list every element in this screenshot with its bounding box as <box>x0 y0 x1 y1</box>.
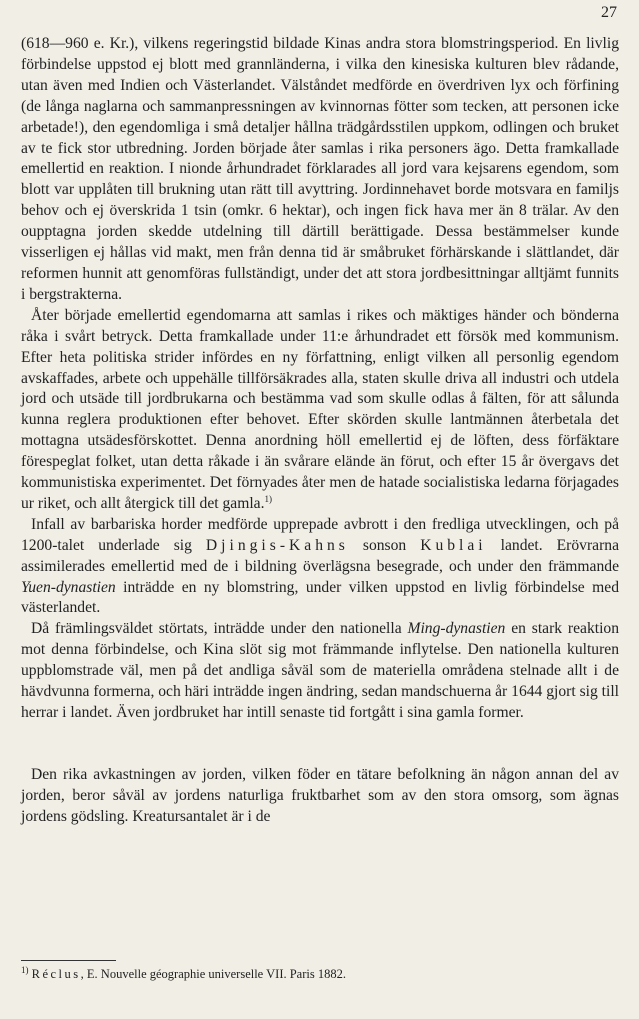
paragraph-3 <box>21 515 619 620</box>
section-gap <box>21 724 619 765</box>
footnote-divider <box>21 960 116 961</box>
name-kublai: Kublai <box>420 536 487 554</box>
paragraph-2-text: Åter började emellertid egendomarna att samlas i rikes och mäktiges händer och bönderna råka i svårt betryck. Detta framkallade under 11:e århundradet ett försök med kommunism. Efter heta politiska strider infördes en ny författning, enligt vilken all personlig egendom avskaffades, arbete och uppehälle tillförsäkrades alla, staten skulle driva all industri och utdela jord och utsäde till jordbrukarna och bestämma vad som skulle odlas å fälten, för att sålunda kunna reglera produktionen efter behovet. Efter skörden skulle lantmännen återbetala det mottagna utsädesförskottet. Denna anordning höll emellertid ej de löften, dess förfäktare förespeglat folket, utan detta råkade i än svårare elände än förut, och efter 15 år övergavs det kommunistiska experimentet. Det förnyades åter men de hatade socialistiska ledarna förjagades ur riket, och allt återgick till det gamla. <box>21 306 619 512</box>
paragraph-4-part2: en stark reaktion mot denna förbindelse, och Kina slöt sig mot främmande inflytelse. Den nationella kulturen uppblomstrade väl, men på det andliga såväl som de materiella områdena stelnade allt i de hävdvunna formerna, och häri inträdde ingen ändring, sedan mandschuerna år 1644 gjort sig till herrar i landet. Även jordbruket har intill senaste tid fortgått i sina gamla former. <box>21 620 620 721</box>
paragraph-4-part1: Då främlingsväldet störtats, inträdde under den nationella <box>31 620 408 638</box>
paragraph-3-part4: inträdde en ny blomstring, under vilken uppstod en livlig förbindelse med västerlandet. <box>21 578 619 617</box>
footnote-reference: 1) <box>264 493 272 504</box>
ming-dynastien-term: Ming-dynastien <box>407 620 506 638</box>
paragraph-3-part2: sonson <box>348 536 421 554</box>
name-djingis-kahns: Djingis-Kahns <box>205 536 349 554</box>
yuen-dynastien-term: Yuen-dynastien <box>21 578 116 596</box>
paragraph-5: Den rika avkastningen av jorden, vilken föder en tätare befolkning än någon annan del av jorden, beror såväl av jordens naturliga fruktbarhet som av den stora omsorg, som ägnas jordens gödsling. Kreatursantalet är i de <box>21 765 619 825</box>
paragraph-2 <box>21 306 619 515</box>
paragraph-4 <box>21 619 619 724</box>
paragraph-3-part1: Infall av barbariska horder medförde upprepade avbrott i den fredliga utvecklingen, och på 1200-talet underlade sig <box>21 515 619 554</box>
footnote-marker: 1) <box>21 964 29 975</box>
footnote-author: Réclus <box>31 967 81 981</box>
paragraph-1: (618—960 e. Kr.), vilkens regeringstid bildade Kinas andra stora blomstringsperiod. En livlig förbindelse uppstod ej blott med grannländerna, i vilka den kinesiska kulturen blev rådande, utan även med Indien och Västerlandet. Välståndet medförde en överdriven lyx och förfining (de långa naglarna och sammanpressningen av kvinnornas fötter som tecken, att personen icke arbetade!), den egendomliga i små detaljer hållna trädgårdsstilen uppkom, odlingen och bruket av te fick stor utbredning. Jorden började åter samlas i rika personers ägo. Detta framkallade emellertid en reaktion. I nionde århundradet förklarades all jord vara kejsarens egendom, som blott var upplåten till brukning utan rätt till avyttring. Jordinnehavet borde motsvara en familjs behov och ej överskrida 1 tsin (omkr. 6 hektar), och ingen fick hava mer än 8 trälar. Av den oupptagna jorden skedde utdelning till därtill berättigade. Dessa bestämmelser kunde visserligen ej hållas vid makt, men från denna tid är småbruket förhärskande i slättlandet, där reformen hunnit att genomföras fullständigt, under det att stora jordbesittningar alltjämt funnits i bergstrakterna. <box>21 35 619 303</box>
page-number: 27 <box>601 4 617 21</box>
paragraph-3-part3: landet. Erövrarna assimilerades emellertid med de i bildning överlägsna besegrade, och under den främmande <box>21 536 619 575</box>
footnote <box>21 966 619 982</box>
footnote-reference-text: , E. Nouvelle géographie universelle VII. Paris 1882. <box>80 967 346 981</box>
body-text <box>21 34 619 828</box>
